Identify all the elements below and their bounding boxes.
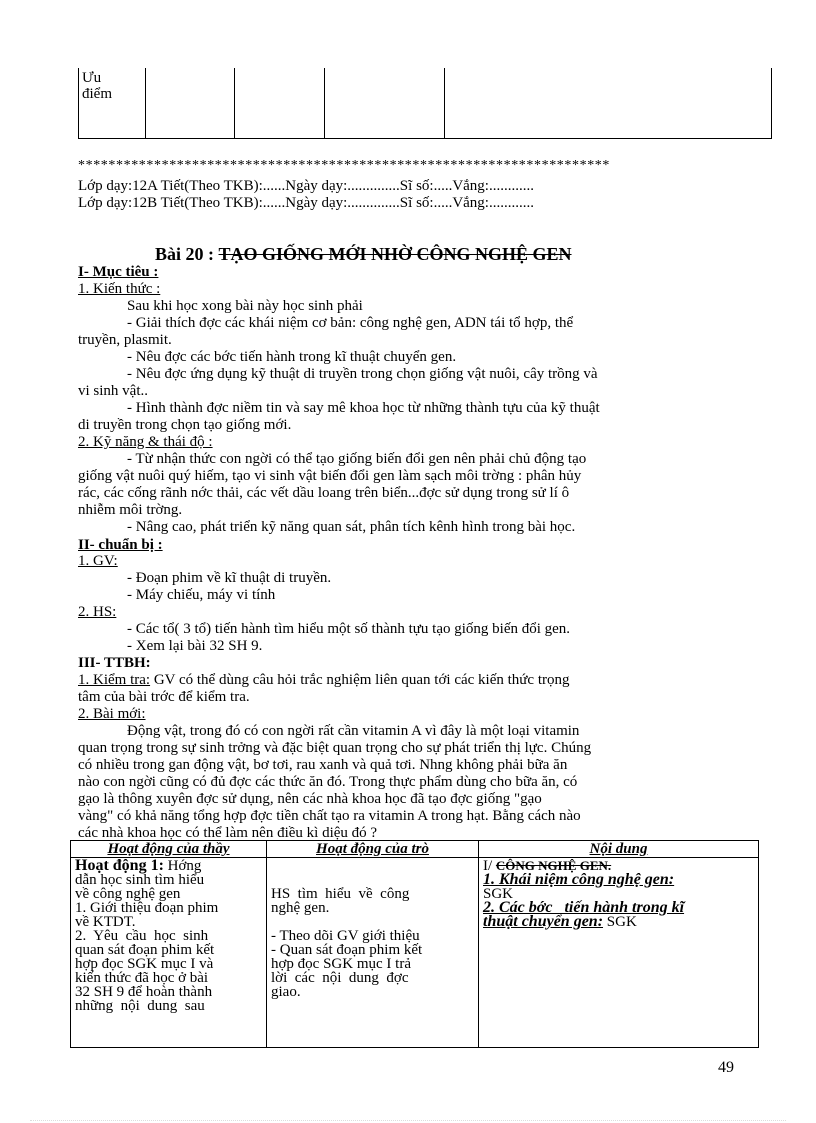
text-line: Sau khi học xong bài này học sinh phải xyxy=(127,298,363,314)
section-2-heading: II- chuẩn bị : xyxy=(78,537,163,553)
text-line: tâm của bài trớc để kiểm tra. xyxy=(78,689,250,705)
text-line: di truyền trong chọn tạo giống mới. xyxy=(78,417,292,433)
steps-label: 2. Các bớc tiến hành trong kĩ xyxy=(483,899,685,916)
activity-title: Hoạt động 1: xyxy=(75,857,164,874)
footer-divider xyxy=(30,1120,786,1121)
baimoi-label: 2. Bài mới: xyxy=(78,706,146,722)
text-line: Động vật, trong đó có con ngời rất cần vitamin A vì đây là một loại vitamin xyxy=(127,723,580,739)
cell-line: giao. xyxy=(271,984,301,1000)
student-activity-cell xyxy=(267,858,479,1048)
cell-line: nghệ gen. xyxy=(271,900,330,916)
cell-line: dẫn học sinh tìm hiểu xyxy=(75,872,205,888)
evaluation-table xyxy=(78,68,772,139)
text-line: nào con ngời cũng có đủ đợc các thức ăn đó. Trong thực phẩm dùng cho bữa ăn, có xyxy=(78,774,578,790)
subsection-hs: 2. HS: xyxy=(78,604,117,620)
concept-label: 1. Khái niệm công nghệ gen: xyxy=(483,871,675,888)
empty-cell xyxy=(445,68,772,138)
text-line: vàng" có khả năng tổng hợp đợc tiền chất tạo ra vitamin A trong hạt. Bằng cách nào xyxy=(78,808,581,824)
text-line: - Máy chiếu, máy vi tính xyxy=(127,587,276,603)
header-teacher: Hoạt động của thầy xyxy=(71,841,267,858)
lesson-number: Bài 20 : xyxy=(155,244,215,264)
steps-label-cont: thuật chuyển gen: xyxy=(483,913,604,930)
subsection-knowledge: 1. Kiến thức : xyxy=(78,281,161,297)
text-line: - Giải thích đợc các khái niệm cơ bản: công nghệ gen, ADN tái tổ hợp, thể xyxy=(127,315,574,331)
cell-line: SGK xyxy=(483,886,514,902)
text-line: gạo là thông xuyên đợc sử dụng, nên các nhà khoa học đã tạo đợc giống "gạo xyxy=(78,791,542,807)
empty-cell xyxy=(325,68,445,138)
lesson-heading xyxy=(155,244,572,264)
cell-line: quan sát đoạn phim kết xyxy=(75,942,215,958)
cell-line: về công nghệ gen xyxy=(75,886,181,902)
cell-line: 32 SH 9 để hoàn thành xyxy=(75,984,213,1000)
section-1-heading: I- Mục tiêu : xyxy=(78,264,159,280)
cell-line: những nội dung sau xyxy=(75,998,205,1014)
kiemtra-label: 1. Kiểm tra: xyxy=(78,672,151,688)
kiemtra-text: GV có thể dùng câu hỏi trắc nghiệm liên quan tới các kiến thức trọng xyxy=(150,672,570,688)
empty-cell xyxy=(235,68,325,138)
text-line: vi sinh vật.. xyxy=(78,383,148,399)
text-line: truyền, plasmit. xyxy=(78,332,172,348)
teacher-activity-cell xyxy=(71,858,267,1048)
cell-line: 2. Yêu cầu học sinh xyxy=(75,928,209,944)
page-number: 49 xyxy=(718,1059,734,1076)
cell-line: HS tìm hiểu về công xyxy=(271,886,410,902)
text-line xyxy=(78,672,740,688)
cell-line: - Quan sát đoạn phim kết xyxy=(271,942,423,958)
cell-line: - Theo dõi GV giới thiệu xyxy=(271,928,420,944)
text-line: rác, các cống rãnh nớc thải, các vết dầu loang trên biển...đợc sử dụng trong sử lí ô xyxy=(78,485,570,501)
header-student: Hoạt động của trò xyxy=(267,841,479,858)
cell-line: hợp đọc SGK mục I và xyxy=(75,956,214,972)
text-line: - Đoạn phim về kĩ thuật di truyền. xyxy=(127,570,332,586)
section-3-heading: III- TTBH: xyxy=(78,655,151,671)
text-line: - Nâng cao, phát triển kỹ năng quan sát, phân tích kênh hình trong bài học. xyxy=(127,519,576,535)
text-line: - Từ nhận thức con ngời có thể tạo giống biến đổi gen nên phải chủ động tạo xyxy=(127,451,587,467)
text-line: - Nêu đợc các bớc tiến hành trong kĩ thuật chuyển gen. xyxy=(127,349,457,365)
cell-line: 1. Giới thiệu đoạn phim xyxy=(75,900,219,916)
content-cell xyxy=(479,858,759,1048)
activity-table xyxy=(70,840,759,1048)
cell-line: kiến thức đã học ở bài xyxy=(75,970,209,986)
text-line: nhiễm môi trờng. xyxy=(78,502,183,518)
text-line: - Xem lại bài 32 SH 9. xyxy=(127,638,263,654)
schedule-line-12b: Lớp dạy:12B Tiết(Theo TKB):......Ngày dạy:..............Sĩ số:.....Vắng:............ xyxy=(78,195,534,211)
empty-cell xyxy=(146,68,235,138)
cell-line: về KTDT. xyxy=(75,914,136,930)
section-prefix: I/ xyxy=(483,858,496,874)
cell-line: lời các nội dung đợc xyxy=(271,970,409,986)
star-divider: ********************************************************************** xyxy=(78,158,610,173)
text-line: có nhiều trong gan động vật, bơ tơi, rau xanh và quả tơi. Nhng không phải bữa ăn xyxy=(78,757,568,773)
schedule-line-12a: Lớp dạy:12A Tiết(Theo TKB):......Ngày dạy:..............Sĩ số:.....Vắng:............ xyxy=(78,178,534,194)
subsection-skills: 2. Kỹ năng & thái độ : xyxy=(78,434,213,450)
cell-line: Hớng xyxy=(163,858,202,874)
cell-line: SGK xyxy=(603,914,637,930)
header-content: Nội dung xyxy=(479,841,759,858)
text-line: - Hình thành đợc niềm tin và say mê khoa học từ những thành tựu của kỹ thuật xyxy=(127,400,600,416)
text-line: quan trọng trong sự sinh trởng và đặc biệt quan trọng cho sự phát triển thị lực. Chúng xyxy=(78,740,592,756)
text-line: - Các tổ( 3 tổ) tiến hành tìm hiểu một số thành tựu tạo giống biến đổi gen. xyxy=(127,621,571,637)
advantage-label-cell: Ưu điểm xyxy=(79,68,146,138)
subsection-gv: 1. GV: xyxy=(78,553,118,569)
text-line: giống vật nuôi quý hiếm, tạo vi sinh vật biến đổi gen làm sạch môi trờng : phân hủy xyxy=(78,468,582,484)
text-line: - Nêu đợc ứng dụng kỹ thuật di truyền trong chọn giống vật nuôi, cây trồng và xyxy=(127,366,598,382)
cell-line: hợp đọc SGK mục I trả xyxy=(271,956,411,972)
lesson-title: TẠO GIỐNG MỚI NHỜ CÔNG NGHỆ GEN xyxy=(218,244,572,264)
text-line: các nhà khoa học có thể làm nên điều kì diệu đó ? xyxy=(78,825,378,841)
content-section-title: CÔNG NGHỆ GEN. xyxy=(495,858,612,873)
